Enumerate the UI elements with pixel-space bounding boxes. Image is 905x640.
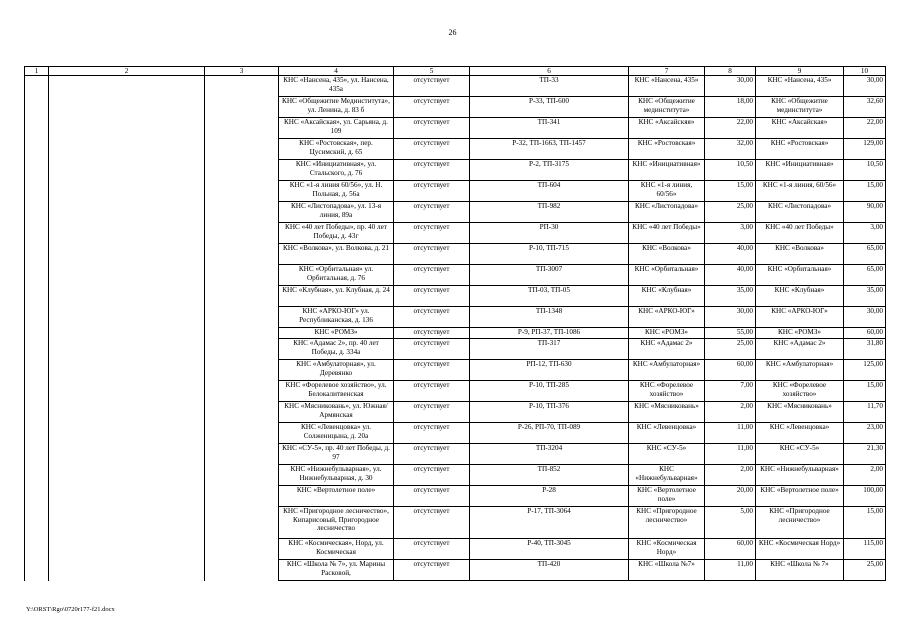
table-row <box>25 328 886 339</box>
status-cell: отсутствует <box>394 223 470 244</box>
value-cell: 2,00 <box>705 465 756 486</box>
empty-cell <box>205 328 279 339</box>
value-cell: 60,00 <box>705 539 756 560</box>
substation-cell: Р-33, ТП-600 <box>470 97 629 118</box>
station-cell: КНС «Нижнебульварная» <box>629 465 705 486</box>
empty-cell <box>25 76 49 97</box>
station-cell-2: КНС «Вертолетное поле» <box>756 486 844 507</box>
table-row <box>25 286 886 307</box>
station-cell-2: КНС «Листопадова» <box>756 202 844 223</box>
empty-cell <box>205 181 279 202</box>
empty-cell <box>49 486 205 507</box>
column-number-cell: 6 <box>470 67 629 76</box>
empty-cell <box>205 507 279 539</box>
station-cell: КНС «Вертолетное поле» <box>629 486 705 507</box>
table-row <box>25 223 886 244</box>
station-name-cell: КНС «40 лет Победы», пр. 40 лет Победы, д. 43г <box>279 223 394 244</box>
empty-cell <box>205 160 279 181</box>
empty-cell <box>25 307 49 328</box>
substation-cell: РП-12, ТП-630 <box>470 360 629 381</box>
status-cell: отсутствует <box>394 244 470 265</box>
value-cell-2: 11,70 <box>844 402 886 423</box>
substation-cell: ТП-03, ТП-05 <box>470 286 629 307</box>
table-row <box>25 118 886 139</box>
empty-cell <box>205 76 279 97</box>
substation-cell: Р-9, РП-37, ТП-1086 <box>470 328 629 339</box>
station-name-cell: КНС «Нижнебульварная», ул. Нижнебульварная, д. 30 <box>279 465 394 486</box>
substation-cell: ТП-982 <box>470 202 629 223</box>
value-cell-2: 3,00 <box>844 223 886 244</box>
empty-cell <box>25 328 49 339</box>
table-row <box>25 423 886 444</box>
empty-cell <box>25 265 49 286</box>
station-cell-2: КНС «Школа № 7» <box>756 560 844 581</box>
empty-cell <box>205 381 279 402</box>
empty-cell <box>25 507 49 539</box>
table-row <box>25 465 886 486</box>
substation-cell: Р-28 <box>470 486 629 507</box>
empty-cell <box>205 402 279 423</box>
table-row <box>25 139 886 160</box>
station-name-cell: КНС «Мясниковань», ул. Южная/ Армянская <box>279 402 394 423</box>
station-cell: КНС «Общежитие мединститута» <box>629 97 705 118</box>
value-cell-2: 25,00 <box>844 560 886 581</box>
station-cell: КНС «Школа №7» <box>629 560 705 581</box>
substation-cell: Р-40, ТП-3045 <box>470 539 629 560</box>
station-name-cell: КНС «СУ-5», пр. 40 лет Победы, д. 97 <box>279 444 394 465</box>
value-cell: 32,00 <box>705 139 756 160</box>
station-cell-2: КНС «1-я линия, 60/56» <box>756 181 844 202</box>
station-cell-2: КНС «Ростовская» <box>756 139 844 160</box>
station-cell: КНС «Мясниковань» <box>629 402 705 423</box>
status-cell: отсутствует <box>394 423 470 444</box>
status-cell: отсутствует <box>394 76 470 97</box>
station-name-cell: КНС «АРКО-ЮГ» ул. Республиканская, д. 136 <box>279 307 394 328</box>
substation-cell: Р-2, ТП-3175 <box>470 160 629 181</box>
empty-cell <box>49 139 205 160</box>
status-cell: отсутствует <box>394 444 470 465</box>
empty-cell <box>49 223 205 244</box>
value-cell: 30,00 <box>705 76 756 97</box>
substation-cell: ТП-33 <box>470 76 629 97</box>
empty-cell <box>25 444 49 465</box>
table-row <box>25 202 886 223</box>
station-cell: КНС «Пригородное лесничество» <box>629 507 705 539</box>
substation-cell: ТП-3007 <box>470 265 629 286</box>
substation-cell: ТП-604 <box>470 181 629 202</box>
empty-cell <box>205 339 279 360</box>
empty-cell <box>25 486 49 507</box>
empty-cell <box>49 381 205 402</box>
empty-cell <box>205 286 279 307</box>
status-cell: отсутствует <box>394 402 470 423</box>
station-cell-2: КНС «Клубная» <box>756 286 844 307</box>
empty-cell <box>205 423 279 444</box>
station-name-cell: КНС «Орбитальная» ул. Орбитальная, д. 76 <box>279 265 394 286</box>
column-number-row <box>25 67 886 76</box>
value-cell-2: 10,50 <box>844 160 886 181</box>
station-cell: КНС «Космическая Норд» <box>629 539 705 560</box>
status-cell: отсутствует <box>394 560 470 581</box>
value-cell-2: 31,80 <box>844 339 886 360</box>
empty-cell <box>49 97 205 118</box>
empty-cell <box>49 560 205 581</box>
station-cell-2: КНС «Общежитие мединститута» <box>756 97 844 118</box>
empty-cell <box>25 202 49 223</box>
value-cell: 11,00 <box>705 444 756 465</box>
empty-cell <box>49 286 205 307</box>
substation-cell: ТП-852 <box>470 465 629 486</box>
station-name-cell: КНС «Волкова», ул. Волкова, д. 21 <box>279 244 394 265</box>
substation-cell: Р-10, ТП-285 <box>470 381 629 402</box>
status-cell: отсутствует <box>394 360 470 381</box>
station-cell-2: КНС «Форелевое хозяйство» <box>756 381 844 402</box>
empty-cell <box>49 423 205 444</box>
station-name-cell: КНС «Клубная», ул. Клубная, д. 24 <box>279 286 394 307</box>
empty-cell <box>205 486 279 507</box>
status-cell: отсутствует <box>394 539 470 560</box>
empty-cell <box>49 307 205 328</box>
value-cell-2: 125,00 <box>844 360 886 381</box>
substation-cell: РП-30 <box>470 223 629 244</box>
substation-cell: Р-17, ТП-3064 <box>470 507 629 539</box>
station-cell-2: КНС «Пригородное лесничество» <box>756 507 844 539</box>
station-name-cell: КНС «Вертолетное поле» <box>279 486 394 507</box>
station-cell: КНС «Левенцовка» <box>629 423 705 444</box>
station-cell: КНС «Амбулаторная» <box>629 360 705 381</box>
empty-cell <box>25 360 49 381</box>
column-number-cell: 8 <box>705 67 756 76</box>
value-cell: 22,00 <box>705 118 756 139</box>
table-row <box>25 402 886 423</box>
table-body <box>25 67 886 581</box>
substation-cell: ТП-341 <box>470 118 629 139</box>
value-cell-2: 129,00 <box>844 139 886 160</box>
empty-cell <box>205 560 279 581</box>
station-cell-2: КНС «Орбитальная» <box>756 265 844 286</box>
table-row <box>25 97 886 118</box>
empty-cell <box>49 539 205 560</box>
station-cell-2: КНС «Инициативная» <box>756 160 844 181</box>
substation-cell: Р-10, ТП-715 <box>470 244 629 265</box>
station-cell: КНС «Аксайскяя» <box>629 118 705 139</box>
status-cell: отсутствует <box>394 465 470 486</box>
value-cell: 11,00 <box>705 423 756 444</box>
empty-cell <box>25 118 49 139</box>
station-cell: КНС «РОМЗ» <box>629 328 705 339</box>
station-cell-2: КНС «Адамас 2» <box>756 339 844 360</box>
station-name-cell: КНС «Аксайская», ул. Сарьяна, д. 109 <box>279 118 394 139</box>
station-cell-2: КНС «РОМЗ» <box>756 328 844 339</box>
table-row <box>25 444 886 465</box>
table-row <box>25 265 886 286</box>
table-row <box>25 381 886 402</box>
station-cell: КНС «Листопадова» <box>629 202 705 223</box>
value-cell-2: 60,00 <box>844 328 886 339</box>
substation-cell: Р-32, ТП-1663, ТП-1457 <box>470 139 629 160</box>
value-cell-2: 35,00 <box>844 286 886 307</box>
substation-cell: ТП-317 <box>470 339 629 360</box>
table-row <box>25 307 886 328</box>
value-cell-2: 23,00 <box>844 423 886 444</box>
status-cell: отсутствует <box>394 118 470 139</box>
empty-cell <box>205 244 279 265</box>
status-cell: отсутствует <box>394 507 470 539</box>
status-cell: отсутствует <box>394 286 470 307</box>
substation-cell: ТП-420 <box>470 560 629 581</box>
station-cell: КНС «Клубная» <box>629 286 705 307</box>
empty-cell <box>205 539 279 560</box>
station-cell-2: КНС «Космическая Норд» <box>756 539 844 560</box>
status-cell: отсутствует <box>394 307 470 328</box>
value-cell: 40,00 <box>705 244 756 265</box>
empty-cell <box>205 465 279 486</box>
column-number-cell: 3 <box>205 67 279 76</box>
empty-cell <box>49 76 205 97</box>
value-cell: 40,00 <box>705 265 756 286</box>
station-cell: КНС «Ростовская» <box>629 139 705 160</box>
value-cell: 15,00 <box>705 181 756 202</box>
empty-cell <box>49 244 205 265</box>
table-row <box>25 560 886 581</box>
table-row <box>25 160 886 181</box>
value-cell: 20,00 <box>705 486 756 507</box>
status-cell: отсутствует <box>394 202 470 223</box>
status-cell: отсутствует <box>394 339 470 360</box>
empty-cell <box>49 202 205 223</box>
station-cell-2: КНС «АРКО-ЮГ» <box>756 307 844 328</box>
empty-cell <box>49 402 205 423</box>
column-number-cell: 2 <box>49 67 205 76</box>
value-cell-2: 15,00 <box>844 507 886 539</box>
empty-cell <box>49 444 205 465</box>
empty-cell <box>25 139 49 160</box>
value-cell: 55,00 <box>705 328 756 339</box>
empty-cell <box>25 339 49 360</box>
empty-cell <box>25 160 49 181</box>
status-cell: отсутствует <box>394 486 470 507</box>
empty-cell <box>205 444 279 465</box>
empty-cell <box>25 244 49 265</box>
column-number-cell: 9 <box>756 67 844 76</box>
station-cell-2: КНС «Левенцовка» <box>756 423 844 444</box>
table-row <box>25 486 886 507</box>
empty-cell <box>205 202 279 223</box>
empty-cell <box>25 423 49 444</box>
empty-cell <box>25 381 49 402</box>
value-cell: 7,00 <box>705 381 756 402</box>
value-cell-2: 15,00 <box>844 181 886 202</box>
value-cell-2: 65,00 <box>844 244 886 265</box>
column-number-cell: 10 <box>844 67 886 76</box>
value-cell-2: 115,00 <box>844 539 886 560</box>
station-cell: КНС «Волкова» <box>629 244 705 265</box>
empty-cell <box>25 465 49 486</box>
data-table <box>24 66 886 581</box>
empty-cell <box>49 339 205 360</box>
station-cell: КНС «Адамас 2» <box>629 339 705 360</box>
station-cell-2: КНС «Нансена, 435» <box>756 76 844 97</box>
station-name-cell: КНС «Космическая», Норд, ул. Космическая <box>279 539 394 560</box>
value-cell-2: 90,00 <box>844 202 886 223</box>
empty-cell <box>49 160 205 181</box>
status-cell: отсутствует <box>394 181 470 202</box>
station-cell-2: КНС «Амбулаторная» <box>756 360 844 381</box>
station-name-cell: КНС «РОМЗ» <box>279 328 394 339</box>
station-cell: КНС «Форелевое хозяйство» <box>629 381 705 402</box>
table-row <box>25 539 886 560</box>
column-number-cell: 1 <box>25 67 49 76</box>
station-name-cell: КНС «Листопадова», ул. 13-я линия, 89а <box>279 202 394 223</box>
status-cell: отсутствует <box>394 381 470 402</box>
station-cell: КНС «Инициативная» <box>629 160 705 181</box>
station-name-cell: КНС «Общежитие Мединститута», ул. Ленина, д. 83 б <box>279 97 394 118</box>
empty-cell <box>49 465 205 486</box>
station-name-cell: КНС «Школа № 7», ул. Марины Расковой, <box>279 560 394 581</box>
station-cell: КНС «1-я линия, 60/56» <box>629 181 705 202</box>
empty-cell <box>205 307 279 328</box>
value-cell: 25,00 <box>705 202 756 223</box>
value-cell: 11,00 <box>705 560 756 581</box>
value-cell-2: 30,00 <box>844 307 886 328</box>
empty-cell <box>25 223 49 244</box>
empty-cell <box>49 507 205 539</box>
file-path-footer: Y:\ORST\Rgo\0720r177-f21.docx <box>26 606 115 613</box>
station-cell-2: КНС «Нижнебульварная» <box>756 465 844 486</box>
substation-cell: Р-26, РП-70, ТП-089 <box>470 423 629 444</box>
empty-cell <box>49 181 205 202</box>
status-cell: отсутствует <box>394 328 470 339</box>
empty-cell <box>49 328 205 339</box>
station-cell: КНС «АРКО-ЮГ» <box>629 307 705 328</box>
station-name-cell: КНС «1-я линия 60/56», ул. Н. Польная, д. 56а <box>279 181 394 202</box>
station-cell-2: КНС «Волкова» <box>756 244 844 265</box>
value-cell: 25,00 <box>705 339 756 360</box>
value-cell: 3,00 <box>705 223 756 244</box>
status-cell: отсутствует <box>394 160 470 181</box>
empty-cell <box>25 402 49 423</box>
station-name-cell: КНС «Адамас 2», пр. 40 лет Победы, д. 334а <box>279 339 394 360</box>
value-cell: 30,00 <box>705 307 756 328</box>
empty-cell <box>205 118 279 139</box>
empty-cell <box>25 539 49 560</box>
value-cell: 60,00 <box>705 360 756 381</box>
station-cell-2: КНС «Аксайская» <box>756 118 844 139</box>
column-number-cell: 5 <box>394 67 470 76</box>
empty-cell <box>49 265 205 286</box>
station-name-cell: КНС «Нансена, 435», ул. Нансена, 435а <box>279 76 394 97</box>
table-row <box>25 181 886 202</box>
station-cell: КНС «СУ-5» <box>629 444 705 465</box>
status-cell: отсутствует <box>394 97 470 118</box>
station-name-cell: КНС «Ростовская», пер. Цусимский, д. 65 <box>279 139 394 160</box>
value-cell-2: 100,00 <box>844 486 886 507</box>
page-number: 26 <box>448 28 457 37</box>
value-cell-2: 15,00 <box>844 381 886 402</box>
substation-cell: Р-10, ТП-376 <box>470 402 629 423</box>
empty-cell <box>205 223 279 244</box>
station-cell: КНС «Нансена, 435» <box>629 76 705 97</box>
station-name-cell: КНС «Амбулаторная», ул. Деревянко <box>279 360 394 381</box>
value-cell: 10,50 <box>705 160 756 181</box>
value-cell-2: 30,00 <box>844 76 886 97</box>
empty-cell <box>205 139 279 160</box>
table-row <box>25 507 886 539</box>
station-cell-2: КНС «40 лет Победы» <box>756 223 844 244</box>
status-cell: отсутствует <box>394 139 470 160</box>
substation-cell: ТП-3204 <box>470 444 629 465</box>
station-cell: КНС «Орбитальная» <box>629 265 705 286</box>
value-cell-2: 22,00 <box>844 118 886 139</box>
empty-cell <box>205 360 279 381</box>
empty-cell <box>25 560 49 581</box>
value-cell-2: 2,00 <box>844 465 886 486</box>
table-row <box>25 244 886 265</box>
value-cell-2: 32,60 <box>844 97 886 118</box>
value-cell: 5,00 <box>705 507 756 539</box>
empty-cell <box>25 97 49 118</box>
station-cell-2: КНС «СУ-5» <box>756 444 844 465</box>
column-number-cell: 7 <box>629 67 705 76</box>
value-cell: 18,00 <box>705 97 756 118</box>
station-cell-2: КНС «Мясниковань» <box>756 402 844 423</box>
empty-cell <box>205 97 279 118</box>
value-cell-2: 21,30 <box>844 444 886 465</box>
empty-cell <box>205 265 279 286</box>
station-cell: КНС «40 лет Победы» <box>629 223 705 244</box>
value-cell: 2,00 <box>705 402 756 423</box>
value-cell-2: 65,00 <box>844 265 886 286</box>
table-row <box>25 360 886 381</box>
empty-cell <box>49 118 205 139</box>
substation-cell: ТП-1348 <box>470 307 629 328</box>
empty-cell <box>25 286 49 307</box>
station-name-cell: КНС «Левенцовка» ул. Солженицына, д. 20а <box>279 423 394 444</box>
table-row <box>25 76 886 97</box>
column-number-cell: 4 <box>279 67 394 76</box>
empty-cell <box>25 181 49 202</box>
value-cell: 35,00 <box>705 286 756 307</box>
status-cell: отсутствует <box>394 265 470 286</box>
station-name-cell: КНС «Пригородное лесничество», Кипарисовый, Пригородное лесничество <box>279 507 394 539</box>
empty-cell <box>49 360 205 381</box>
station-name-cell: КНС «Инициативная», ул. Стальского, д. 76 <box>279 160 394 181</box>
table-row <box>25 339 886 360</box>
station-name-cell: КНС «Форелевое хозяйство», ул. Белокалитвенская <box>279 381 394 402</box>
